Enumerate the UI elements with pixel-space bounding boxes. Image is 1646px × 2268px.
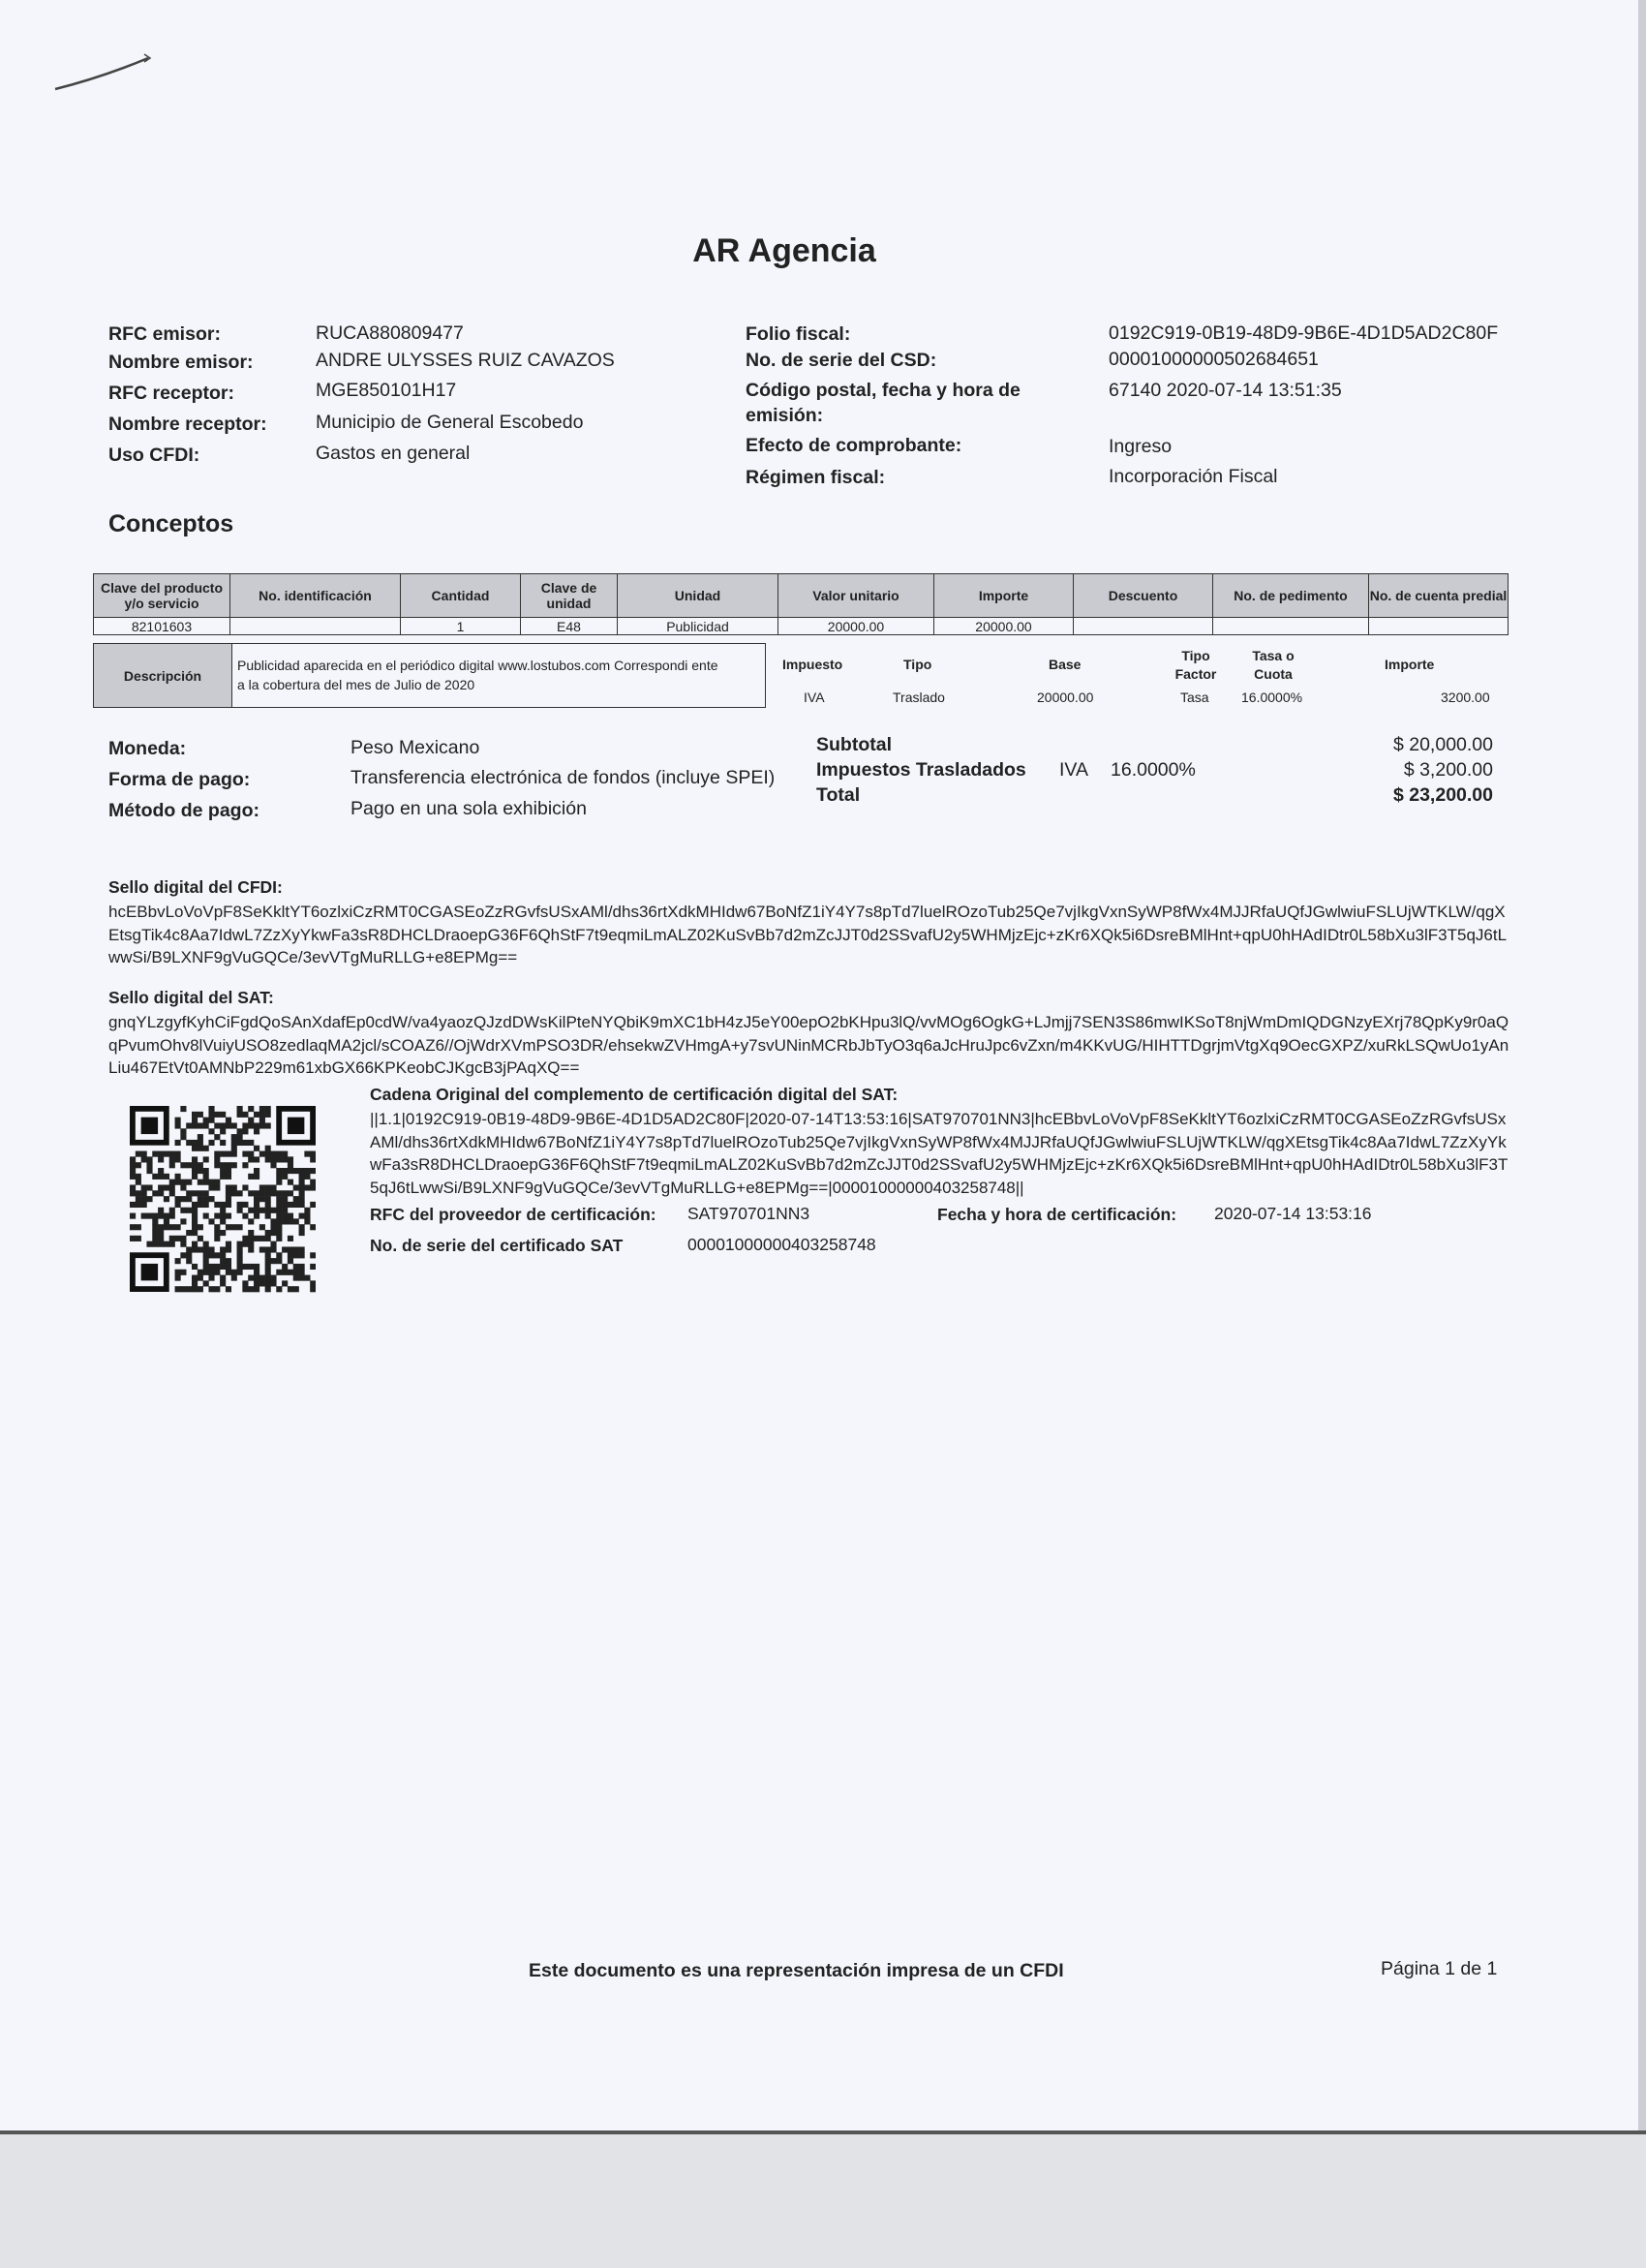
sello-cfdi-label: Sello digital del CFDI: bbox=[108, 877, 283, 897]
col-header-identificacion: No. identificación bbox=[230, 574, 401, 618]
total-value: $ 23,200.00 bbox=[1392, 784, 1493, 806]
scan-bottom-band bbox=[0, 2130, 1646, 2268]
cell-clave-unidad: E48 bbox=[521, 618, 618, 635]
serie-csd-label: No. de serie del CSD: bbox=[746, 350, 937, 371]
cp-fecha-label-line1: Código postal, fecha y hora de bbox=[746, 380, 1021, 401]
rfc-emisor-label: RFC emisor: bbox=[108, 323, 221, 345]
serie-sat-label: No. de serie del certificado SAT bbox=[370, 1236, 624, 1255]
folio-fiscal-value: 0192C919-0B19-48D9-9B6E-4D1D5AD2C80F bbox=[1109, 322, 1499, 344]
rfc-proveedor-value: SAT970701NN3 bbox=[687, 1204, 810, 1223]
tax-header-importe: Importe bbox=[1385, 657, 1435, 672]
col-header-importe: Importe bbox=[934, 574, 1074, 618]
impuestos-tipo: IVA bbox=[1059, 759, 1088, 781]
total-label: Total bbox=[816, 784, 861, 806]
qr-code-icon bbox=[130, 1106, 316, 1294]
moneda-value: Peso Mexicano bbox=[351, 737, 480, 758]
nombre-receptor-label: Nombre receptor: bbox=[108, 414, 267, 435]
cell-importe: 20000.00 bbox=[934, 618, 1074, 635]
subtotal-label: Subtotal bbox=[816, 734, 892, 755]
cell-identificacion bbox=[230, 618, 401, 635]
metodo-pago-value: Pago en una sola exhibición bbox=[351, 798, 587, 819]
regimen-value: Incorporación Fiscal bbox=[1109, 466, 1278, 487]
tax-header-tipo-factor: Tipo Factor bbox=[1174, 648, 1217, 682]
metodo-pago-label: Método de pago: bbox=[108, 800, 259, 821]
cadena-label: Cadena Original del complemento de certificación digital del SAT: bbox=[370, 1085, 899, 1104]
col-header-descuento: Descuento bbox=[1074, 574, 1213, 618]
cadena-value: ||1.1|0192C919-0B19-48D9-9B6E-4D1D5AD2C80F|2020-07-14T13:53:16|SAT970701NN3|hcEBbvLoVoVpF8SeKkltYT6ozlxiCzRMT0CGASEoZzRGvfsUSxAMl/dhs36rtXdkMHIdw67BoNfZ1iY4Y7s8pTd7luelROzoTub25Qe7vjIkgVxnSyWP8fWx4MJJRfaUQfJGwlwiuFSLUjWTKLW/qgXEtsgTik4c8Aa7IdwL7ZzXyYkwFa3sR8DHCLDraoepG36F6QhStF7t9eqmiLmALZ02KuSvBb7d2mZcJJT0d2SSvafU2y5WHMjzEjc+zKr6XQk5i6DsreBMlHnt+qpU0hHAdIDtr0L58bXu3lF3T5qJ6tLwwSi/B9LXNF9gVuGQCe/3evVTgMuRLLG+e8EPMg==|00001000000403258748|| bbox=[370, 1110, 1509, 1197]
col-header-valor-unitario: Valor unitario bbox=[778, 574, 934, 618]
cell-clave: 82101603 bbox=[94, 618, 230, 635]
impuestos-label: Impuestos Trasladados bbox=[816, 759, 1026, 781]
descripcion-line1: Publicidad aparecida en el periódico digital www.lostubos.com Correspondi ente bbox=[237, 658, 718, 673]
serie-sat-value: 00001000000403258748 bbox=[687, 1235, 876, 1254]
nombre-emisor-label: Nombre emisor: bbox=[108, 352, 254, 373]
conceptos-table bbox=[93, 573, 1509, 635]
rfc-receptor-value: MGE850101H17 bbox=[316, 380, 457, 401]
rfc-receptor-label: RFC receptor: bbox=[108, 383, 235, 404]
sello-sat-value: gnqYLzgyfKyhCiFgdQoSAnXdafEp0cdW/va4yaozQJzdDWsKilPteNYQbiK9mXC1bH4zJ5eY00epO2bKHpu3lQ/vvMOg6OgkG+LJmjj7SEN3S86mwIKSoT8njWmDmIQDGNzyEXrj78QpKy9r0aQqPvumOhv8lVuiyUSO8zedlaqMA2jcl/sCOAZ6//OjWdrXVmPSO3DR/ehsekwZVHmgA+y7svUNinMCRbJbTyO3q6aJcHruJpc6vZxn/m4KKvUG/HIHTTDgrjmVtgXq9OecGXPZ/xuRkLSQwUo1yAnLiu467EtVt0AMNbP229m61xbGX66KPKeobCJKgcB3jPAqXQ== bbox=[108, 1013, 1509, 1077]
descripcion-box bbox=[93, 643, 766, 708]
cell-unidad: Publicidad bbox=[618, 618, 778, 635]
col-header-clave-unidad: Clave de unidad bbox=[521, 574, 618, 618]
tax-cell-base: 20000.00 bbox=[1037, 690, 1094, 705]
serie-csd-value: 00001000000502684651 bbox=[1109, 349, 1319, 370]
sello-sat-label: Sello digital del SAT: bbox=[108, 988, 274, 1007]
tax-header-base: Base bbox=[1049, 657, 1082, 672]
rfc-proveedor-label: RFC del proveedor de certificación: bbox=[370, 1205, 656, 1224]
tax-header-impuesto: Impuesto bbox=[782, 657, 843, 672]
cell-descuento bbox=[1074, 618, 1213, 635]
company-title: AR Agencia bbox=[692, 232, 876, 269]
efecto-value: Ingreso bbox=[1109, 436, 1173, 457]
col-header-clave: Clave del producto y/o servicio bbox=[94, 574, 230, 618]
cp-fecha-value: 67140 2020-07-14 13:51:35 bbox=[1109, 380, 1342, 401]
fecha-certificacion-value: 2020-07-14 13:53:16 bbox=[1214, 1204, 1372, 1223]
forma-pago-value: Transferencia electrónica de fondos (incluye SPEI) bbox=[351, 767, 776, 788]
page-number: Página 1 de 1 bbox=[1381, 1958, 1498, 1979]
subtotal-value: $ 20,000.00 bbox=[1392, 734, 1493, 755]
footer-note: Este documento es una representación impresa de un CFDI bbox=[529, 1960, 1064, 1981]
tax-header-tipo: Tipo bbox=[903, 657, 932, 672]
cell-cantidad: 1 bbox=[401, 618, 521, 635]
uso-cfdi-label: Uso CFDI: bbox=[108, 444, 200, 466]
tax-cell-tipo-factor: Tasa bbox=[1180, 690, 1209, 705]
col-header-unidad: Unidad bbox=[618, 574, 778, 618]
descripcion-label: Descripción bbox=[94, 644, 232, 707]
col-header-cuenta-predial: No. de cuenta predial bbox=[1369, 574, 1509, 618]
nombre-receptor-value: Municipio de General Escobedo bbox=[316, 412, 584, 433]
tax-cell-tasa: 16.0000% bbox=[1241, 690, 1303, 705]
sello-cfdi-value: hcEBbvLoVoVpF8SeKkltYT6ozlxiCzRMT0CGASEoZzRGvfsUSxAMl/dhs36rtXdkMHIdw67BoNfZ1iY4Y7s8pTd7luelROzoTub25Qe7vjIkgVxnSyWP8fWx4MJJRfaUQfJGwlwiuFSLUjWTKLW/qgXEtsgTik4c8Aa7IdwL7ZzXyYkwFa3sR8DHCLDraoepG36F6QhStF7t9eqmiLmALZ02KuSvBb7d2mZcJJT0d2SSvafU2y5WHMjzEjc+zKr6XQk5i6DsreBMlHnt+qpU0hHAdIDtr0L58bXu3lF3T5qJ6tLwwSi/B9LXNF9gVuGQCe/3evVTgMuRLLG+e8EPMg== bbox=[108, 903, 1508, 966]
col-header-cantidad: Cantidad bbox=[401, 574, 521, 618]
impuestos-tasa: 16.0000% bbox=[1111, 759, 1196, 781]
tax-cell-tipo: Traslado bbox=[893, 690, 945, 705]
col-header-pedimento: No. de pedimento bbox=[1213, 574, 1369, 618]
forma-pago-label: Forma de pago: bbox=[108, 769, 251, 790]
cell-pedimento bbox=[1213, 618, 1369, 635]
cell-cuenta-predial bbox=[1369, 618, 1509, 635]
uso-cfdi-value: Gastos en general bbox=[316, 443, 471, 464]
pen-mark-icon bbox=[53, 50, 160, 99]
tax-cell-impuesto: IVA bbox=[804, 690, 825, 705]
efecto-label: Efecto de comprobante: bbox=[746, 435, 962, 456]
table-row bbox=[94, 618, 1509, 635]
cp-fecha-label-line2: emisión: bbox=[746, 405, 824, 426]
scan-edge bbox=[1638, 0, 1646, 2130]
impuestos-value: $ 3,200.00 bbox=[1403, 759, 1493, 781]
rfc-emisor-value: RUCA880809477 bbox=[316, 322, 464, 344]
cell-valor-unitario: 20000.00 bbox=[778, 618, 934, 635]
conceptos-title: Conceptos bbox=[108, 510, 234, 537]
descripcion-line2: a la cobertura del mes de Julio de 2020 bbox=[237, 677, 475, 692]
regimen-label: Régimen fiscal: bbox=[746, 467, 886, 488]
table-header-row bbox=[94, 574, 1509, 618]
nombre-emisor-value: ANDRE ULYSSES RUIZ CAVAZOS bbox=[316, 350, 615, 371]
tax-header-tasa-cuota: Tasa o Cuota bbox=[1252, 648, 1295, 682]
fecha-certificacion-label: Fecha y hora de certificación: bbox=[937, 1205, 1177, 1224]
moneda-label: Moneda: bbox=[108, 738, 187, 759]
tax-cell-importe: 3200.00 bbox=[1441, 690, 1490, 705]
folio-fiscal-label: Folio fiscal: bbox=[746, 323, 851, 345]
